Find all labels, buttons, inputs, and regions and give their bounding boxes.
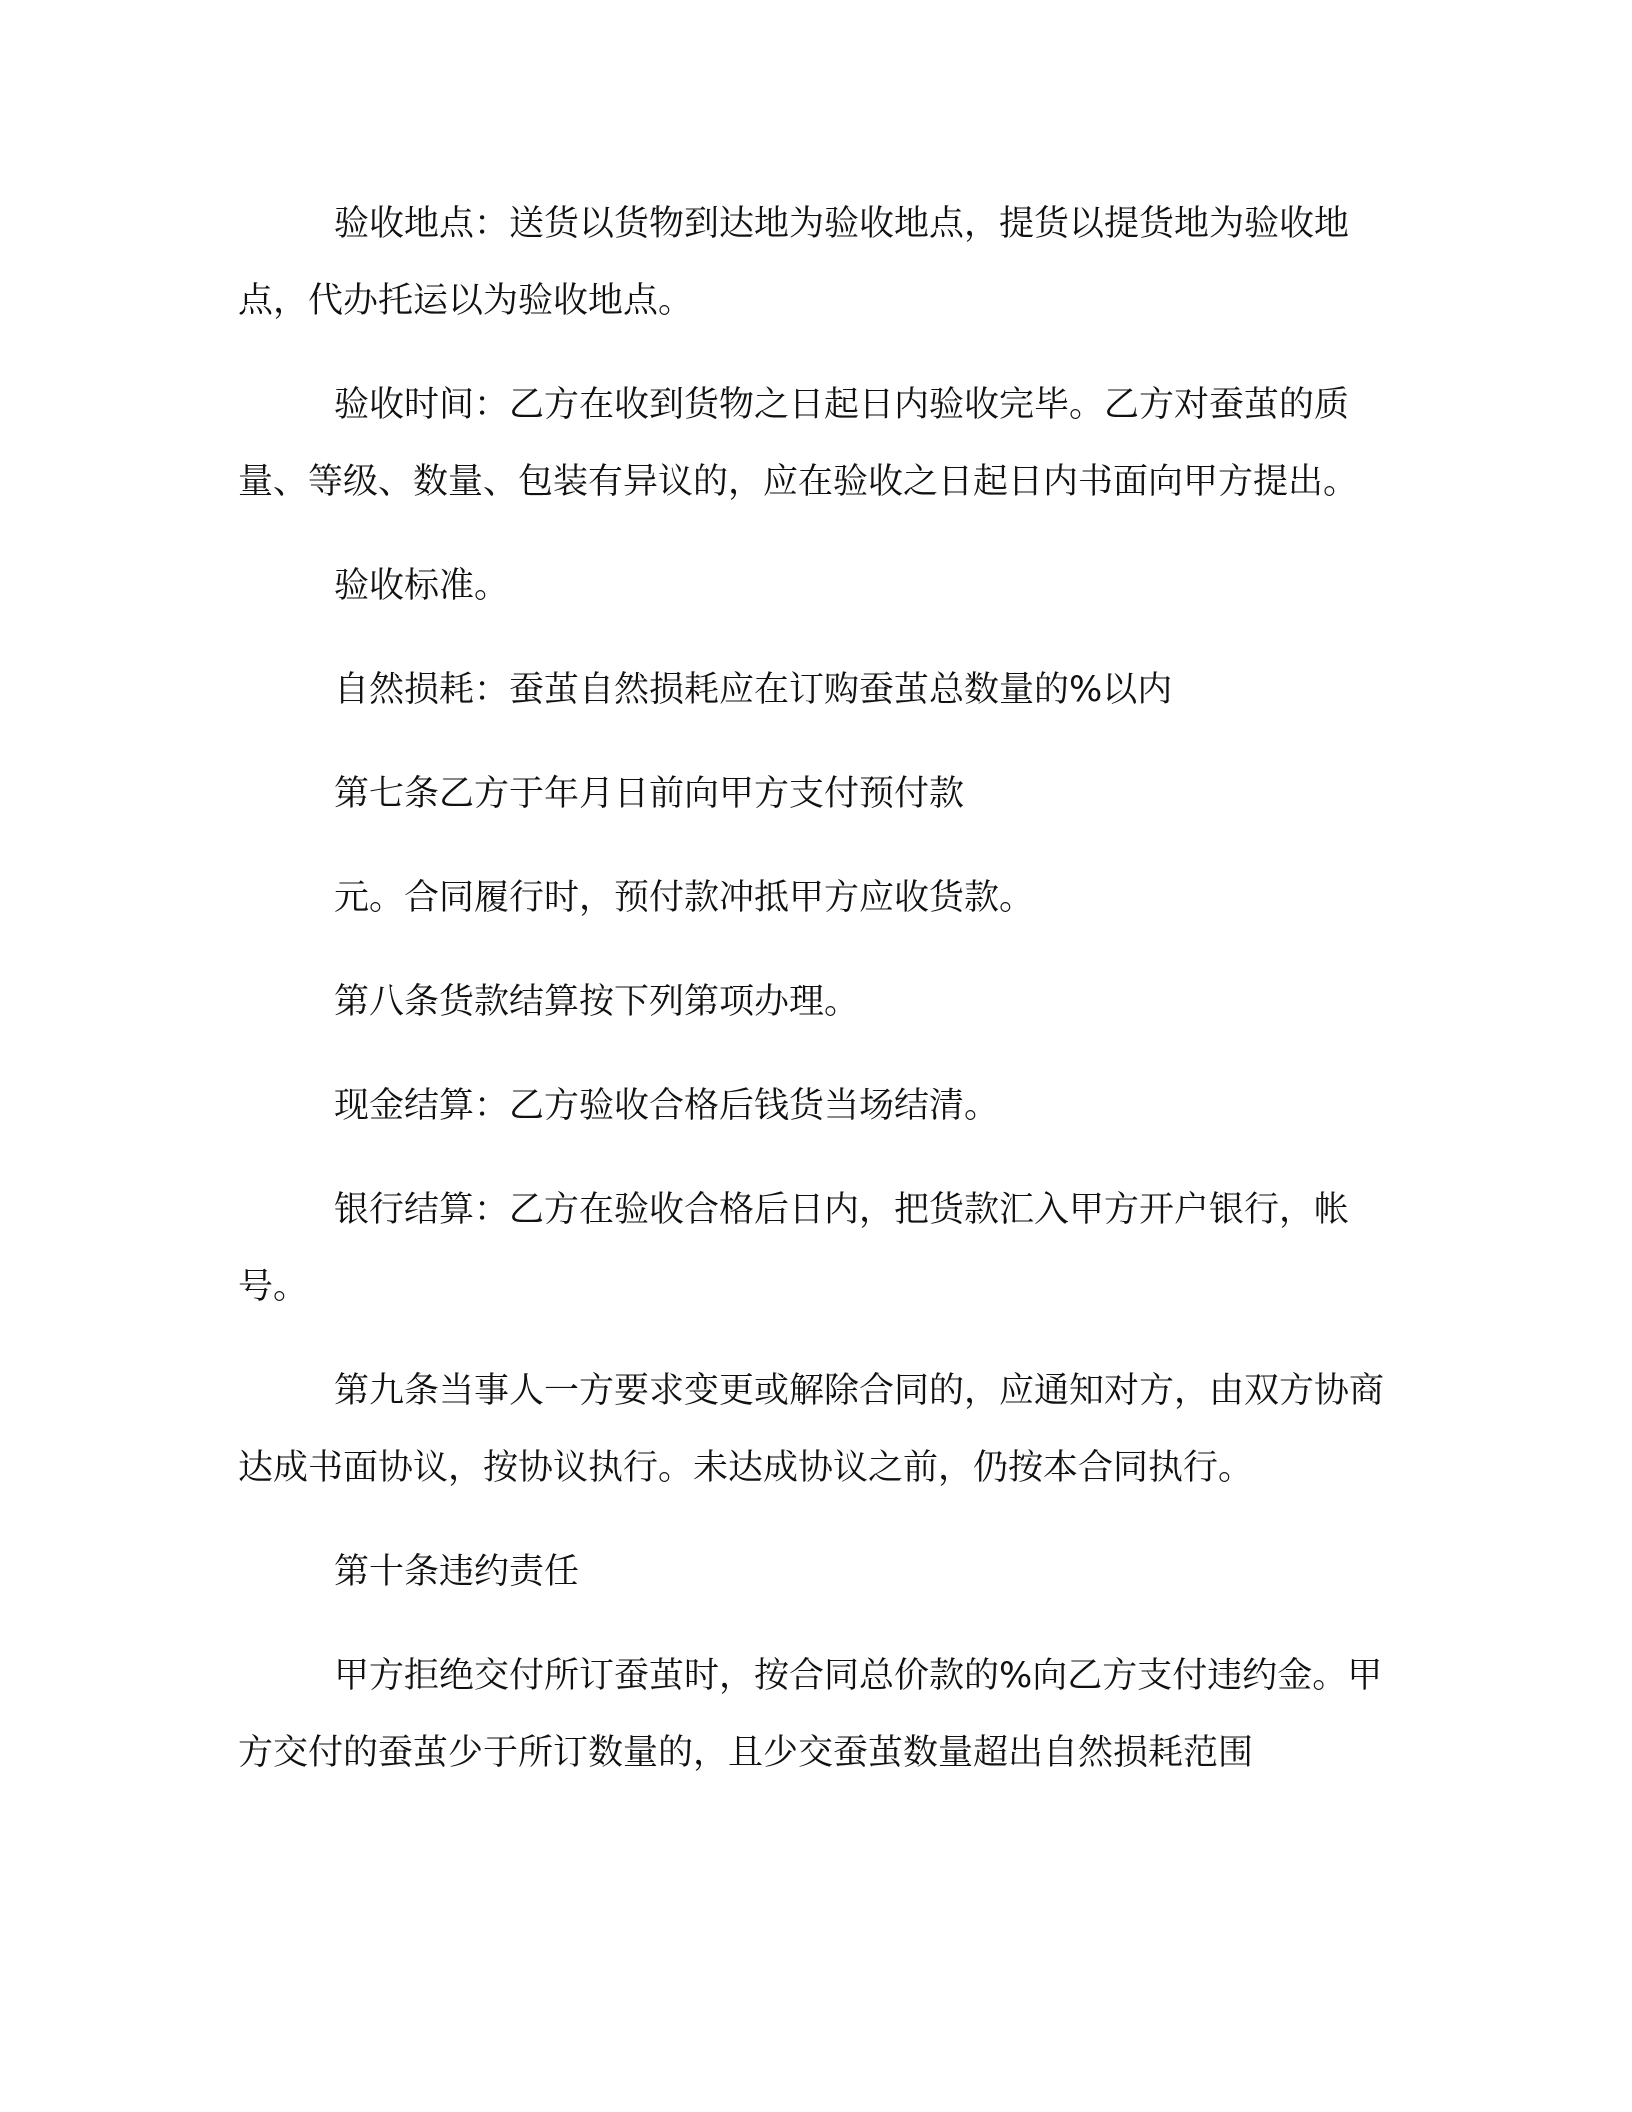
paragraph-article-9: 第九条当事人一方要求变更或解除合同的，应通知对方，由双方协商达成书面协议，按协议执行。未达成协议之前，仍按本合同执行。	[238, 1371, 1385, 1488]
paragraph-breach-clause: 甲方拒绝交付所订蚕茧时，按合同总价款的%向乙方支付违约金。甲方交付的蚕茧少于所订数量的，且少交蚕茧数量超出自然损耗范围	[238, 1656, 1383, 1773]
paragraph-natural-loss: 自然损耗：蚕茧自然损耗应在订购蚕茧总数量的%以内	[334, 670, 1173, 710]
paragraph-article-7: 第七条乙方于年月日前向甲方支付预付款	[334, 774, 965, 814]
paragraph-cash-settlement: 现金结算：乙方验收合格后钱货当场结清。	[334, 1086, 1000, 1126]
document-body	[238, 186, 1398, 1819]
paragraph-bank-settlement: 银行结算：乙方在验收合格后日内，把货款汇入甲方开户银行，帐号。	[238, 1190, 1350, 1307]
paragraph-acceptance-standard: 验收标准。	[334, 566, 510, 606]
paragraph-acceptance-time: 验收时间：乙方在收到货物之日起日内验收完毕。乙方对蚕茧的质量、等级、数量、包装有异议的，应在验收之日起日内书面向甲方提出。	[238, 385, 1359, 502]
paragraph-acceptance-location: 验收地点：送货以货物到达地为验收地点，提货以提货地为验收地点，代办托运以为验收地点。	[238, 204, 1350, 321]
paragraph-article-10: 第十条违约责任	[334, 1552, 580, 1592]
paragraph-prepayment-offset: 元。合同履行时，预付款冲抵甲方应收货款。	[334, 878, 1035, 918]
paragraph-article-8: 第八条货款结算按下列第项办理。	[334, 982, 860, 1022]
